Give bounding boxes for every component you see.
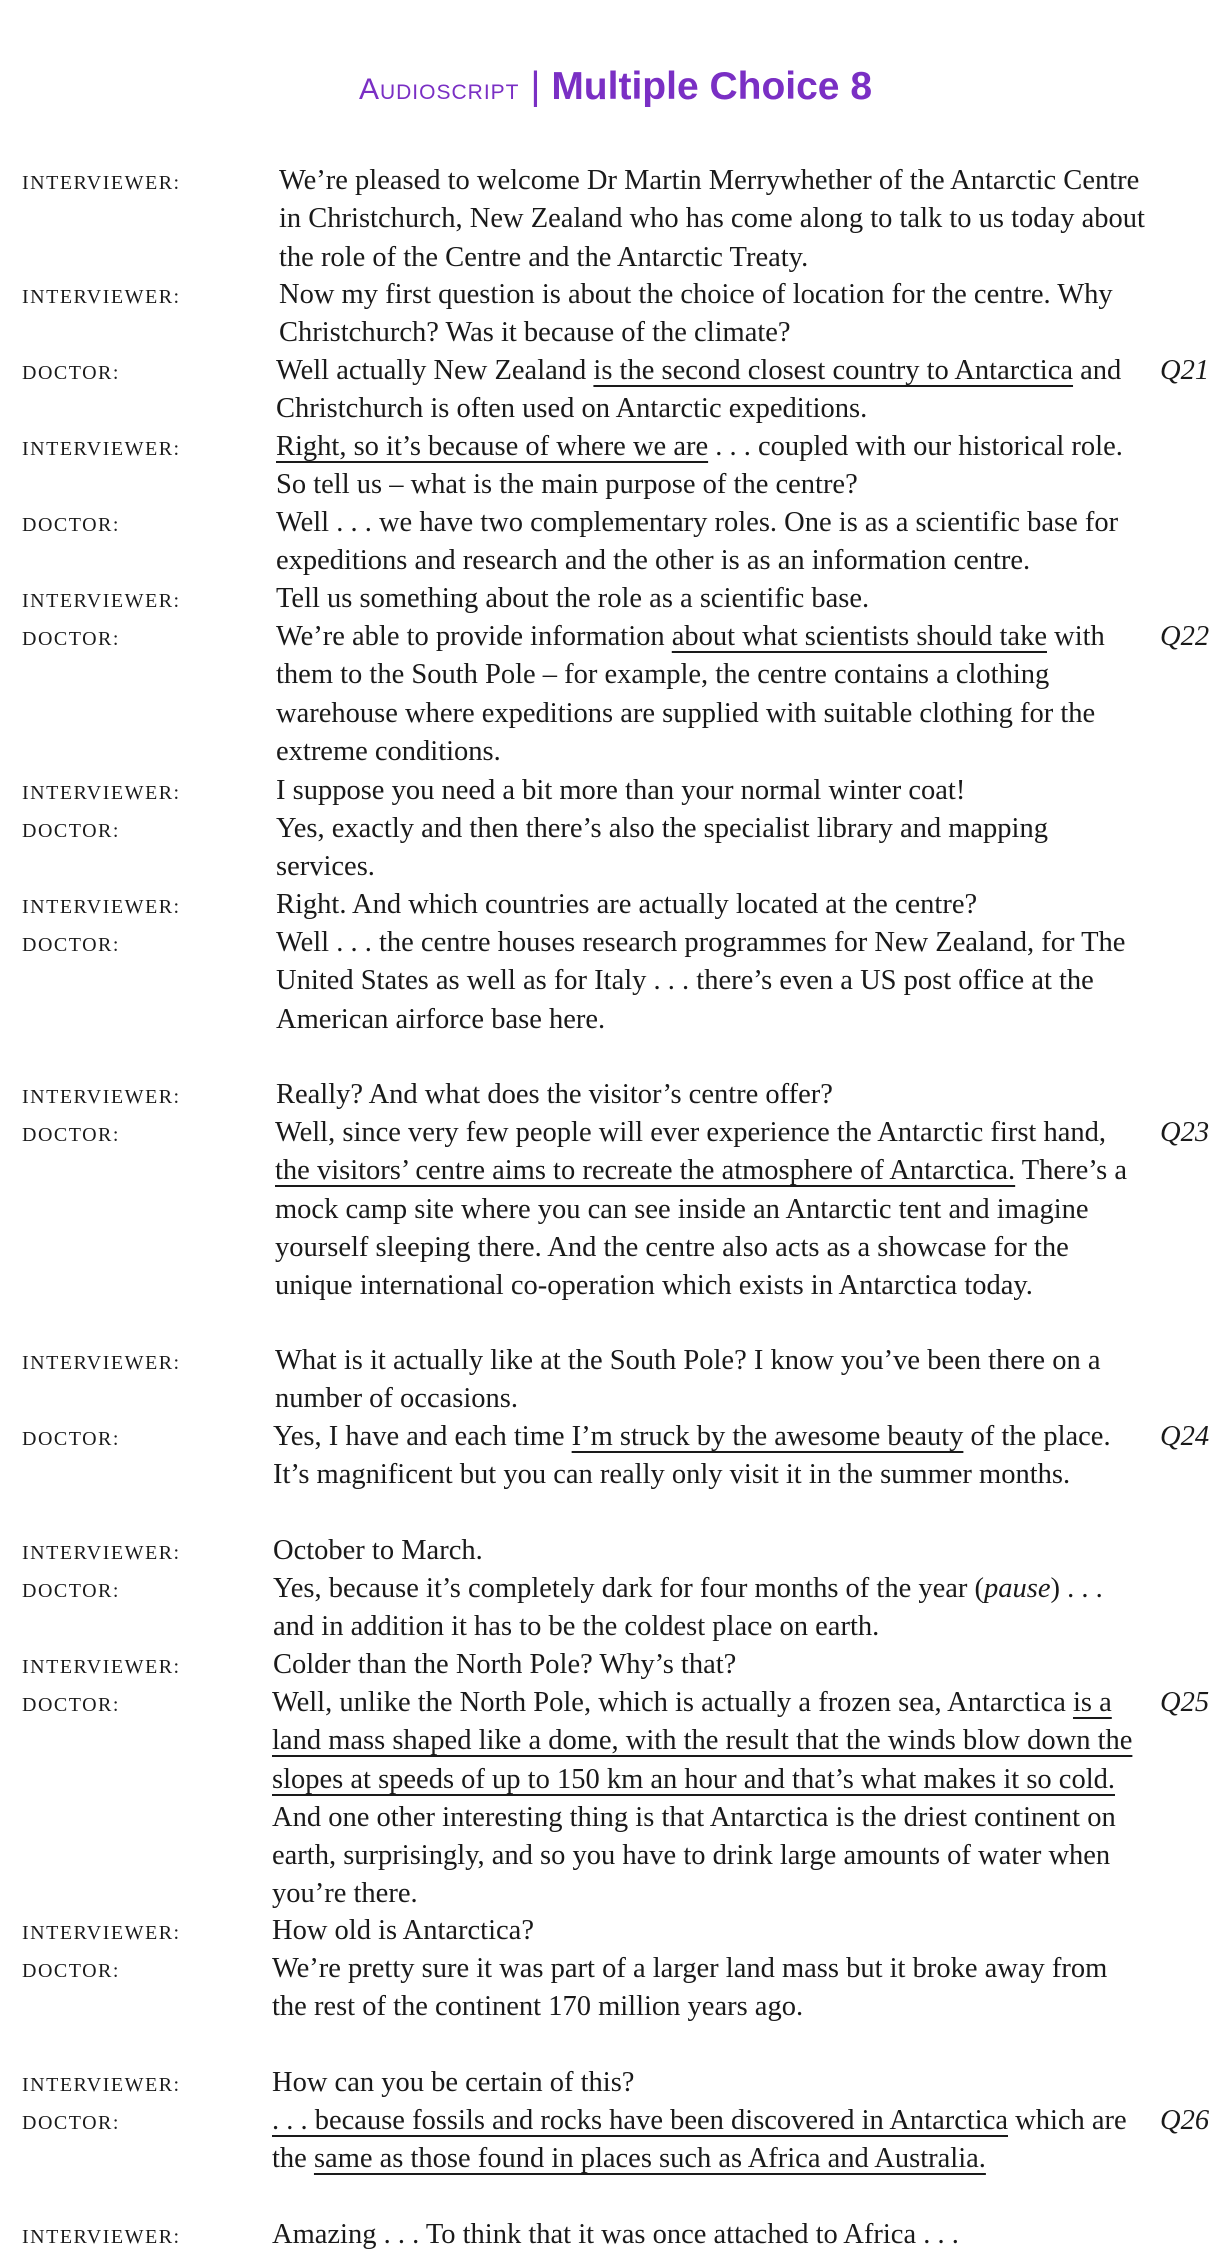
speech-segment: ) . . . and in addition it has to be the coldest place on earth. xyxy=(273,1573,1103,1643)
speaker-label: INTERVIEWER: xyxy=(22,2226,181,2248)
speech-text xyxy=(276,886,1146,924)
speech-segment: How old is Antarctica? xyxy=(272,1915,534,1946)
speaker-label: INTERVIEWER: xyxy=(22,590,181,612)
speaker-label: DOCTOR: xyxy=(22,934,120,956)
speech-segment: Yes, because it’s completely dark for four months of the year ( xyxy=(273,1573,984,1604)
speech-segment: October to March. xyxy=(273,1535,483,1566)
question-number: Q22 xyxy=(1160,621,1210,652)
speech-text xyxy=(273,1570,1143,1647)
speaker-label: DOCTOR: xyxy=(22,1428,120,1450)
speaker-label: DOCTOR: xyxy=(22,1960,120,1982)
speech-text xyxy=(272,1684,1142,1914)
speech-segment: Amazing . . . To think that it was once attached to Africa . . . xyxy=(272,2219,959,2250)
speech-text xyxy=(276,504,1146,581)
speech-text xyxy=(272,2216,1142,2254)
underlined-phrase: about what scientists should take xyxy=(671,621,1047,652)
speech-segment: There’s a mock camp site where you can see inside an Antarctic tent and imagine yourself sleeping there. And the centre also acts as a showcase for the unique international co-operation which exists in Antarctica today. xyxy=(275,1155,1127,1302)
underlined-phrase: is the second closest country to Antarctica xyxy=(593,355,1074,386)
speech-text xyxy=(276,924,1146,1039)
speech-text xyxy=(272,2064,1142,2102)
speech-text xyxy=(272,2102,1142,2179)
speech-segment: Well . . . we have two complementary roles. One is as a scientific base for expeditions and research and the other is as an information centre. xyxy=(276,507,1119,577)
title-separator: | xyxy=(519,65,552,108)
speech-segment: and Christchurch is often used on Antarctic expeditions. xyxy=(276,355,1122,425)
question-number: Q25 xyxy=(1160,1687,1210,1718)
speaker-label: DOCTOR: xyxy=(22,2112,120,2134)
underlined-phrase: I’m struck by the awesome beauty xyxy=(571,1421,964,1452)
speaker-label: INTERVIEWER: xyxy=(22,1922,181,1944)
speech-segment: What is it actually like at the South Pole? I know you’ve been there on a number of occasions. xyxy=(275,1345,1101,1415)
speaker-label: INTERVIEWER: xyxy=(22,1352,181,1374)
speaker-label: DOCTOR: xyxy=(22,362,120,384)
speech-segment: Really? And what does the visitor’s centre offer? xyxy=(276,1079,833,1110)
question-number: Q23 xyxy=(1160,1117,1210,1148)
speech-text xyxy=(279,162,1149,277)
speech-segment: Yes, exactly and then there’s also the specialist library and mapping services. xyxy=(276,813,1048,883)
speech-segment: How can you be certain of this? xyxy=(272,2067,635,2098)
speaker-label: INTERVIEWER: xyxy=(22,1542,181,1564)
speaker-label: INTERVIEWER: xyxy=(22,1656,181,1678)
speech-text xyxy=(276,428,1146,505)
speaker-label: INTERVIEWER: xyxy=(22,1086,181,1108)
speaker-label: DOCTOR: xyxy=(22,628,120,650)
underlined-phrase: . . . because fossils and rocks have been discovered in Antarctica xyxy=(272,2105,1008,2136)
speech-segment: Well, since very few people will ever experience the Antarctic first hand, xyxy=(275,1117,1106,1148)
speech-segment: We’re able to provide information xyxy=(276,621,672,652)
speech-text xyxy=(273,1418,1143,1495)
speech-text xyxy=(279,276,1149,353)
question-number: Q21 xyxy=(1160,355,1210,386)
speaker-label: INTERVIEWER: xyxy=(22,896,181,918)
speech-segment: Colder than the North Pole? Why’s that? xyxy=(273,1649,737,1680)
speaker-label: DOCTOR: xyxy=(22,514,120,536)
speech-segment: of the place. It’s magnificent but you can really only visit it in the summer months. xyxy=(273,1421,1111,1491)
speech-segment: with them to the South Pole – for example, the centre contains a clothing warehouse where expeditions are supplied with suitable clothing for the extreme conditions. xyxy=(276,621,1105,767)
speech-segment: And one other interesting thing is that Antarctica is the driest continent on earth, surprisingly, and so you have to drink large amounts of water when you’re there. xyxy=(272,1801,1116,1910)
speaker-label: INTERVIEWER: xyxy=(22,2074,181,2096)
speech-text xyxy=(276,810,1146,887)
speech-text xyxy=(276,618,1146,771)
speech-text xyxy=(275,1342,1145,1419)
speech-text xyxy=(272,1912,1142,1950)
speech-segment: Now my first question is about the choice of location for the centre. Why Christchurch? Was it because of the climate? xyxy=(279,279,1113,349)
speech-segment: . . . coupled with our historical role. So tell us – what is the main purpose of the centre? xyxy=(276,431,1123,501)
speech-segment: Well actually New Zealand xyxy=(276,355,594,386)
speech-segment: Well . . . the centre houses research programmes for New Zealand, for The United States as well as for Italy . . . there’s even a US post office at the American airforce base here. xyxy=(276,927,1126,1035)
speech-segment: I suppose you need a bit more than your normal winter coat! xyxy=(276,775,966,806)
underlined-phrase: is a land mass shaped like a dome, with the result that the winds blow down the slopes at speeds of up to 150 km an hour and that’s what makes it so cold. xyxy=(272,1687,1133,1795)
speaker-label: INTERVIEWER: xyxy=(22,172,181,194)
speech-segment: Right. And which countries are actually located at the centre? xyxy=(276,889,978,920)
question-number: Q24 xyxy=(1160,1421,1210,1452)
speech-segment: Well, unlike the North Pole, which is actually a frozen sea, Antarctica xyxy=(272,1687,1073,1718)
speech-text xyxy=(275,1114,1145,1305)
speech-segment: We’re pleased to welcome Dr Martin Merrywhether of the Antarctic Centre in Christchurch, New Zealand who has come along to talk to us today about the role of the Centre and the Antarctic Treaty. xyxy=(279,165,1145,273)
audioscript-label: Audioscript xyxy=(358,73,520,106)
speaker-label: DOCTOR: xyxy=(22,1694,120,1716)
speech-text xyxy=(273,1646,1143,1684)
stage-direction: pause xyxy=(984,1573,1051,1604)
speaker-label: DOCTOR: xyxy=(22,1580,120,1602)
speaker-label: DOCTOR: xyxy=(22,820,120,842)
underlined-phrase: the visitors’ centre aims to recreate the atmosphere of Antarctica. xyxy=(275,1155,1016,1187)
section-title: Multiple Choice 8 xyxy=(551,65,873,108)
speech-text xyxy=(272,1950,1142,2027)
speech-text xyxy=(276,772,1146,810)
speaker-label: INTERVIEWER: xyxy=(22,438,181,460)
speech-text xyxy=(276,352,1146,429)
speaker-label: INTERVIEWER: xyxy=(22,782,181,804)
speaker-label: DOCTOR: xyxy=(22,1124,120,1146)
underlined-phrase: same as those found in places such as Africa and Australia. xyxy=(313,2143,986,2175)
question-number: Q26 xyxy=(1160,2105,1210,2136)
speech-segment: Yes, I have and each time xyxy=(273,1421,572,1452)
speaker-label: INTERVIEWER: xyxy=(22,286,181,308)
speech-text xyxy=(276,1076,1146,1114)
speech-text xyxy=(273,1532,1143,1570)
underlined-phrase: Right, so it’s because of where we are xyxy=(276,431,709,462)
speech-text xyxy=(276,580,1146,618)
speech-segment: We’re pretty sure it was part of a larger land mass but it broke away from the rest of the continent 170 million years ago. xyxy=(272,1953,1108,2023)
speech-segment: Tell us something about the role as a scientific base. xyxy=(276,583,870,614)
page-title xyxy=(0,62,1231,115)
speech-segment: which are the xyxy=(272,2105,1127,2175)
